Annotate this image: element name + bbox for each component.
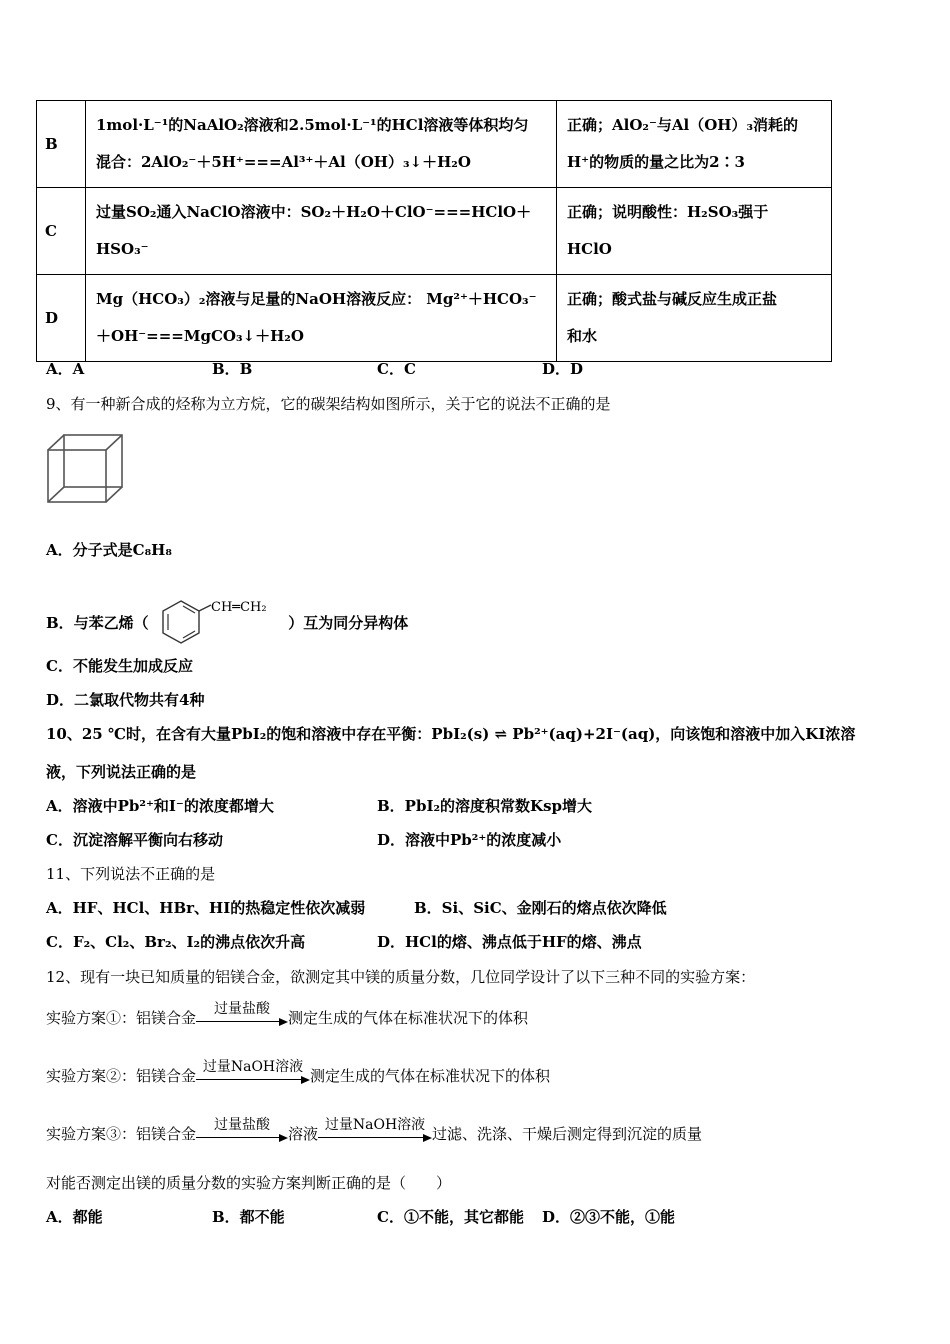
q12-plan3: [46, 1114, 702, 1144]
q10-option-c: C．沉淀溶解平衡向右移动: [46, 831, 223, 849]
evaluation-line: H⁺的物质的量之比为2∶3: [567, 153, 745, 171]
reaction-arrow: [196, 998, 288, 1028]
q12-option-b: B．都不能: [212, 1208, 285, 1226]
arrow-reagent: 过量盐酸: [214, 1117, 271, 1133]
row-evaluation: [557, 188, 832, 275]
equation-line: HSO₃⁻: [96, 240, 149, 258]
plan3-prefix: 实验方案③：铝镁合金: [46, 1125, 197, 1143]
plan2-suffix: 测定生成的气体在标准状况下的体积: [310, 1067, 551, 1085]
reaction-arrow: [196, 1056, 310, 1086]
evaluation-line: 正确；AlO₂⁻与Al（OH）₃消耗的: [567, 116, 799, 134]
table-row: [37, 188, 832, 275]
equation-line: 过量SO₂通入NaClO溶液中：SO₂＋H₂O＋ClO⁻===HClO＋: [96, 203, 532, 221]
evaluation-line: HClO: [567, 240, 612, 258]
q12-option-c: C．①不能，其它都能: [377, 1208, 524, 1226]
plan1-suffix: 测定生成的气体在标准状况下的体积: [288, 1009, 529, 1027]
q11-option-b: B．Si、SiC、金刚石的熔点依次降低: [414, 899, 667, 917]
q9-option-b: [46, 597, 408, 651]
q9-b-suffix: ）互为同分异构体: [288, 614, 409, 632]
q11-stem: 11、下列说法不正确的是: [46, 865, 216, 883]
styrene-label: CH═CH₂: [211, 600, 268, 615]
q10-option-d: D．溶液中Pb²⁺的浓度减小: [377, 831, 562, 849]
equation-line: Mg（HCO₃）₂溶液与足量的NaOH溶液反应： Mg²⁺＋HCO₃⁻: [96, 290, 537, 308]
q10-stem-line2: 液，下列说法正确的是: [46, 763, 197, 781]
row-label: B: [37, 101, 86, 188]
q10-stem-line1: 10、25 ℃时，在含有大量PbI₂的饱和溶液中存在平衡：PbI₂(s) ⇌ Pb²⁺(aq)+2I⁻(aq)，向该饱和溶液中加入KI浓溶: [46, 725, 856, 743]
q9-b-prefix: B．与苯乙烯（: [46, 614, 149, 632]
evaluation-line: 正确；酸式盐与碱反应生成正盐: [567, 290, 778, 308]
q12-plan2: [46, 1056, 550, 1086]
table-row: [37, 101, 832, 188]
table-row: [37, 275, 832, 362]
q10-option-a: A．溶液中Pb²⁺和I⁻的浓度都增大: [46, 797, 274, 815]
row-equation: [86, 188, 557, 275]
evaluation-line: 正确；说明酸性：H₂SO₃强于: [567, 203, 769, 221]
q9-option-a: A．分子式是C₈H₈: [46, 541, 172, 559]
options-table: [36, 100, 832, 362]
cubane-figure: [46, 432, 126, 506]
styrene-structure: [153, 597, 283, 651]
reaction-arrow: [318, 1114, 432, 1144]
q11-option-a: A．HF、HCl、HBr、HI的热稳定性依次减弱: [46, 899, 366, 917]
evaluation-line: 和水: [567, 327, 598, 345]
row-evaluation: [557, 275, 832, 362]
row-label: C: [37, 188, 86, 275]
choice-b: B．B: [212, 360, 253, 378]
choice-d: D．D: [542, 360, 584, 378]
row-label: D: [37, 275, 86, 362]
arrow-reagent: 过量盐酸: [214, 1001, 271, 1017]
q12-option-d: D．②③不能，①能: [542, 1208, 676, 1226]
equation-line: ＋OH⁻===MgCO₃↓＋H₂O: [96, 327, 304, 345]
q9-option-c: C．不能发生加成反应: [46, 657, 193, 675]
q11-option-d: D．HCl的熔、沸点低于HF的熔、沸点: [377, 933, 642, 951]
plan2-prefix: 实验方案②：铝镁合金: [46, 1067, 197, 1085]
row-equation: [86, 275, 557, 362]
equation-line: 1mol·L⁻¹的NaAlO₂溶液和2.5mol·L⁻¹的HCl溶液等体积均匀: [96, 116, 529, 134]
plan3-suffix: 过滤、洗涤、干燥后测定得到沉淀的质量: [432, 1125, 703, 1143]
plan1-prefix: 实验方案①：铝镁合金: [46, 1009, 197, 1027]
q10-option-b: B．PbI₂的溶度积常数Ksp增大: [377, 797, 593, 815]
reaction-arrow: [196, 1114, 288, 1144]
q11-option-c: C．F₂、Cl₂、Br₂、I₂的沸点依次升高: [46, 933, 306, 951]
q9-stem: 9、有一种新合成的烃称为立方烷，它的碳架结构如图所示，关于它的说法不正确的是: [46, 395, 611, 413]
q12-plan1: [46, 998, 528, 1028]
equation-line: 混合：2AlO₂⁻＋5H⁺===Al³⁺＋Al（OH）₃↓＋H₂O: [96, 153, 471, 171]
plan3-mid: 溶液: [288, 1125, 319, 1143]
choice-c: C．C: [377, 360, 416, 378]
q9-option-d: D．二氯取代物共有4种: [46, 691, 205, 709]
row-evaluation: [557, 101, 832, 188]
arrow-reagent: 过量NaOH溶液: [202, 1059, 304, 1075]
q12-stem: 12、现有一块已知质量的铝镁合金，欲测定其中镁的质量分数，几位同学设计了以下三种不同的实验方案：: [46, 968, 756, 986]
arrow-reagent: 过量NaOH溶液: [324, 1117, 426, 1133]
choice-a: A．A: [46, 360, 85, 378]
row-equation: [86, 101, 557, 188]
q12-question: 对能否测定出镁的质量分数的实验方案判断正确的是（ ）: [46, 1174, 452, 1192]
q12-option-a: A．都能: [46, 1208, 103, 1226]
